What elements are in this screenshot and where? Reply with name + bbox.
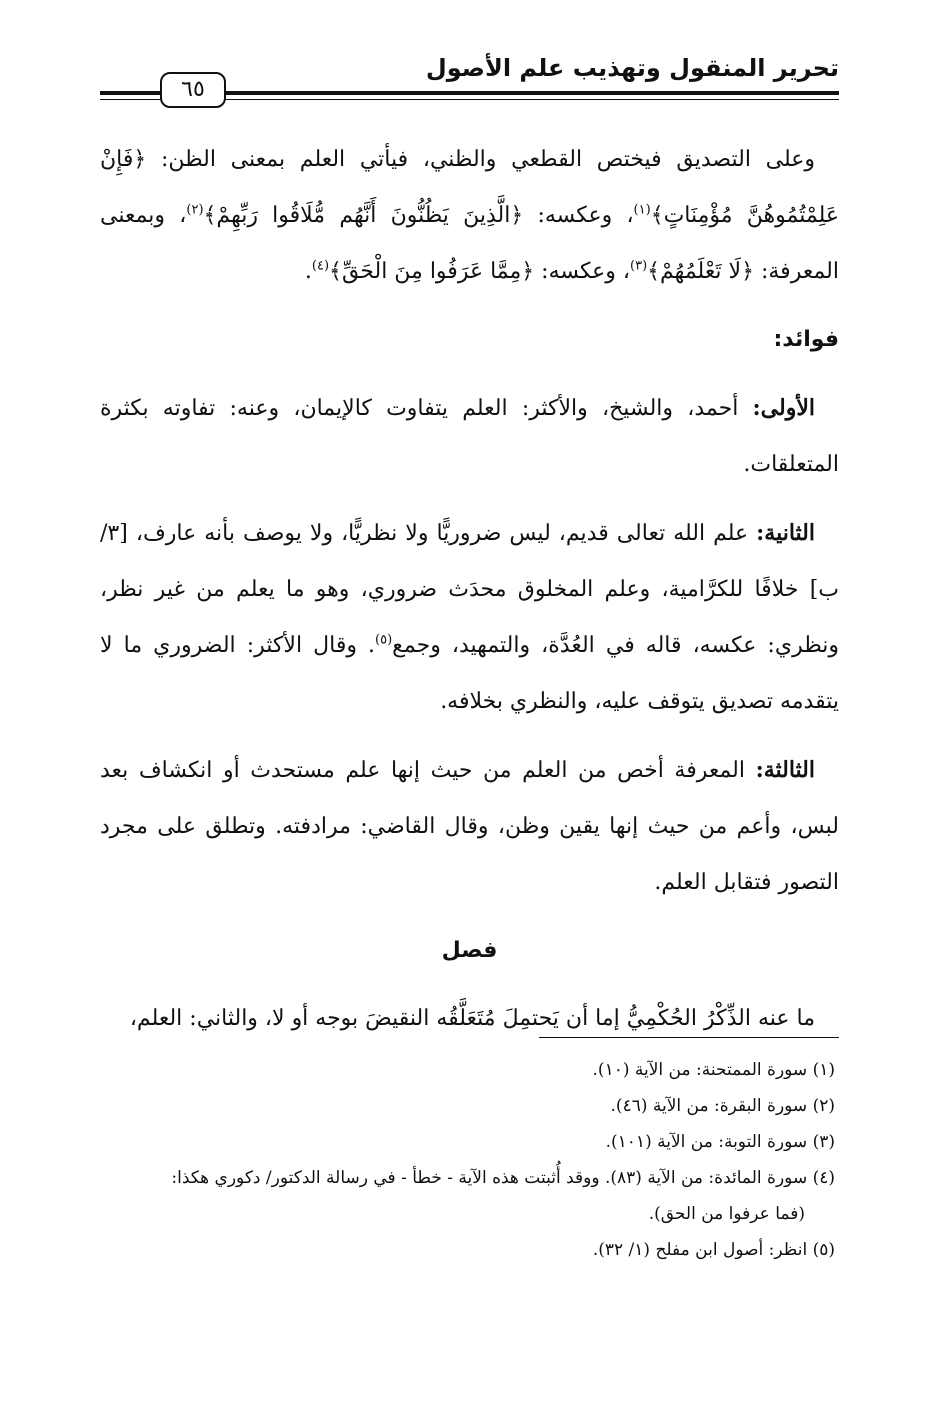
p1-text-c: ، وبمعنى المعرفة: ﴿لَا تَعْلَمُهُمْ﴾ [100, 203, 839, 284]
main-text [100, 132, 839, 1059]
footnote-4-continuation: (فما عرفوا من الحق). [648, 1204, 805, 1224]
paragraph-5 [100, 991, 839, 1047]
paragraph-1 [100, 132, 839, 300]
footnote-1: (١) سورة الممتحنة: من الآية (١٠). [592, 1060, 835, 1080]
p1-text-b: ، وعكسه: ﴿الَّذِينَ يَظُنُّونَ أَنَّهُم مُّلَاقُوا رَبِّهِمْ﴾ [203, 203, 634, 228]
footnotes [100, 1052, 835, 1268]
p1-text-d: ، وعكسه: ﴿مِمَّا عَرَفُوا مِنَ الْحَقِّ﴾ [329, 259, 630, 284]
p3-text-b: . وقال الأكثر: الضروري ما لا يتقدمه تصديق يتوقف عليه، والنظري بخلافه. [100, 633, 839, 714]
footnote-ref-5: (٥) [375, 632, 393, 648]
p4-text: المعرفة أخص من العلم من حيث إنها علم مستحدث أو انكشاف بعد لبس، وأعم من حيث إنها يقين وظن، وقال القاضي: مرادفته. وتطلق على مجرد التصور فتقابل العلم. [100, 758, 839, 895]
footnote-ref-2: (٢) [186, 202, 204, 218]
fasl-heading: فصل [441, 938, 498, 963]
footnote-separator [539, 1037, 839, 1038]
footnote-4: (٤) سورة المائدة: من الآية (٨٣). ووقد أُثبتت هذه الآية - خطأ - في رسالة الدكتور/ دكوري هكذا: [171, 1168, 835, 1188]
p1-text-a: وعلى التصديق فيختص القطعي والظني، فيأتي العلم بمعنى الظن: ﴿فَإِنْ عَلِمْتُمُوهُنَّ مُؤْمِنَاتٍ﴾ [100, 147, 839, 228]
footnote-ref-3: (٣) [630, 258, 648, 274]
paragraph-2 [100, 380, 839, 493]
p3-text-a: علم الله تعالى قديم، ليس ضروريًّا ولا نظريًّا، ولا يوصف بأنه عارف، [٣/ ب] خلافًا للكرَّامية، وعلم المخلوق محدَث ضروري، وهو ما يعلم من غير نظر، ونظري: عكسه، قاله في العُدَّة، والتمهيد، وجمع [100, 521, 839, 658]
p2-lead: الأولى: [752, 395, 815, 421]
p3-lead: الثانية: [756, 520, 815, 546]
p4-lead: الثالثة: [755, 757, 815, 783]
footnote-ref-4: (٤) [311, 258, 330, 274]
p5-text: ما عنه الذِّكْرُ الحُكْمِيُّ إما أن يَحتمِلَ مُتَعَلَّقُه النقيضَ بوجه أو لا، والثاني: العلم، [129, 1006, 815, 1031]
footnote-5: (٥) انظر: أصول ابن مفلح (١/ ٣٢). [592, 1240, 835, 1260]
paragraph-4 [100, 742, 839, 911]
footnote-3: (٣) سورة التوبة: من الآية (١٠١). [605, 1132, 835, 1152]
page-number: ٦٥ [160, 72, 226, 108]
footnote-2: (٢) سورة البقرة: من الآية (٤٦). [610, 1096, 835, 1116]
running-header-title: تحرير المنقول وتهذيب علم الأصول [425, 54, 839, 82]
paragraph-3 [100, 505, 839, 730]
footnote-ref-1: (١) [633, 202, 651, 218]
p1-text-e: . [304, 259, 312, 284]
p2-text: أحمد، والشيخ، والأكثر: العلم يتفاوت كالإيمان، وعنه: تفاوته بكثرة المتعلقات. [100, 396, 839, 477]
fawaid-heading: فوائد: [773, 327, 839, 352]
